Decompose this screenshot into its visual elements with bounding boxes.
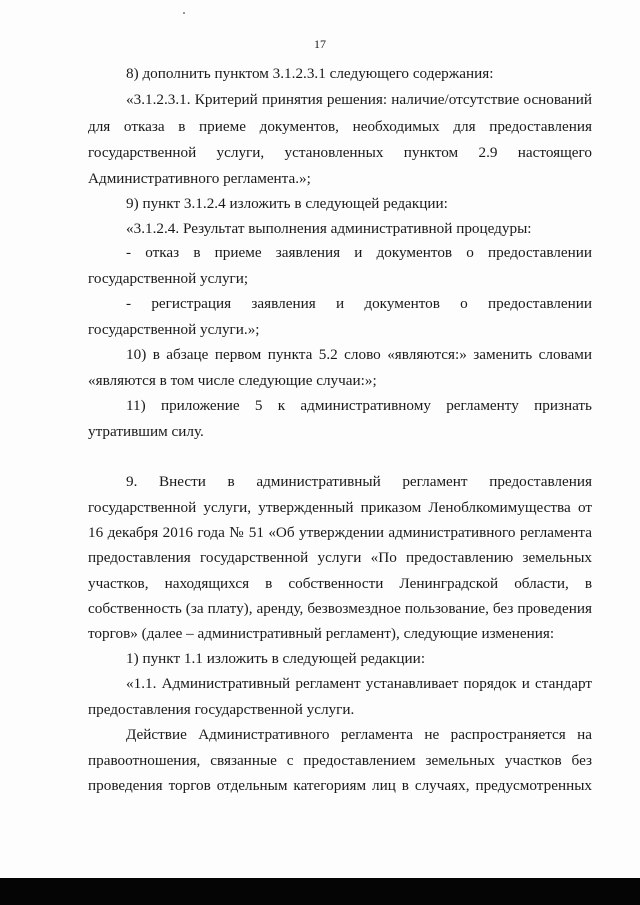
text-line: - отказ в приеме заявления и документов о предоставлении [126, 244, 592, 261]
text-line: «3.1.2.4. Результат выполнения административной процедуры: [126, 220, 532, 237]
text-line: собственность (за плату), аренду, безвозмездное пользование, без проведения [88, 600, 592, 617]
text-line: 11) приложение 5 к административному регламенту признать [126, 397, 592, 414]
text-line: 10) в абзаце первом пункта 5.2 слово «являются:» заменить словами [126, 346, 592, 363]
text-line: 9) пункт 3.1.2.4 изложить в следующей редакции: [126, 195, 448, 212]
text-line: предоставления государственной услуги «По предоставлению земельных [88, 549, 592, 566]
text-line: участков, находящихся в собственности Ленинградской области, в [88, 575, 592, 592]
text-line: 1) пункт 1.1 изложить в следующей редакции: [126, 650, 426, 667]
page-number: 17 [314, 37, 326, 51]
text-line: 8) дополнить пунктом 3.1.2.3.1 следующего содержания: [126, 65, 494, 82]
text-line: утратившим силу. [88, 423, 204, 440]
text-line: Административного регламента.»; [88, 170, 311, 187]
text-line: для отказа в приеме документов, необходимых для предоставления [88, 118, 592, 135]
text-line: «1.1. Административный регламент устанавливает порядок и стандарт [126, 675, 592, 692]
text-line: - регистрация заявления и документов о предоставлении [126, 295, 592, 312]
text-line: государственной услуги, установленных пунктом 2.9 настоящего [88, 144, 592, 161]
text-line: торгов» (далее – административный регламент), следующие изменения: [88, 625, 555, 642]
text-line: 9. Внести в административный регламент предоставления [126, 473, 592, 490]
text-line: 16 декабря 2016 года № 51 «Об утверждении административного регламента [88, 524, 592, 541]
text-line: «3.1.2.3.1. Критерий принятия решения: наличие/отсутствие оснований [126, 91, 592, 108]
text-line: государственной услуги; [88, 270, 249, 287]
scan-bottom-border [0, 878, 640, 905]
text-line: правоотношения, связанные с предоставлением земельных участков без [88, 752, 592, 769]
text-line: Действие Административного регламента не распространяется на [126, 726, 592, 743]
text-line: предоставления государственной услуги. [88, 701, 355, 718]
text-line: государственной услуги.»; [88, 321, 260, 338]
scan-speck [183, 12, 185, 14]
text-line: государственной услуги, утвержденный приказом Леноблкомимущества от [88, 499, 592, 516]
text-line: проведения торгов отдельным категориям лиц в случаях, предусмотренных [88, 777, 592, 794]
text-line: «являются в том числе следующие случаи:»; [88, 372, 377, 389]
